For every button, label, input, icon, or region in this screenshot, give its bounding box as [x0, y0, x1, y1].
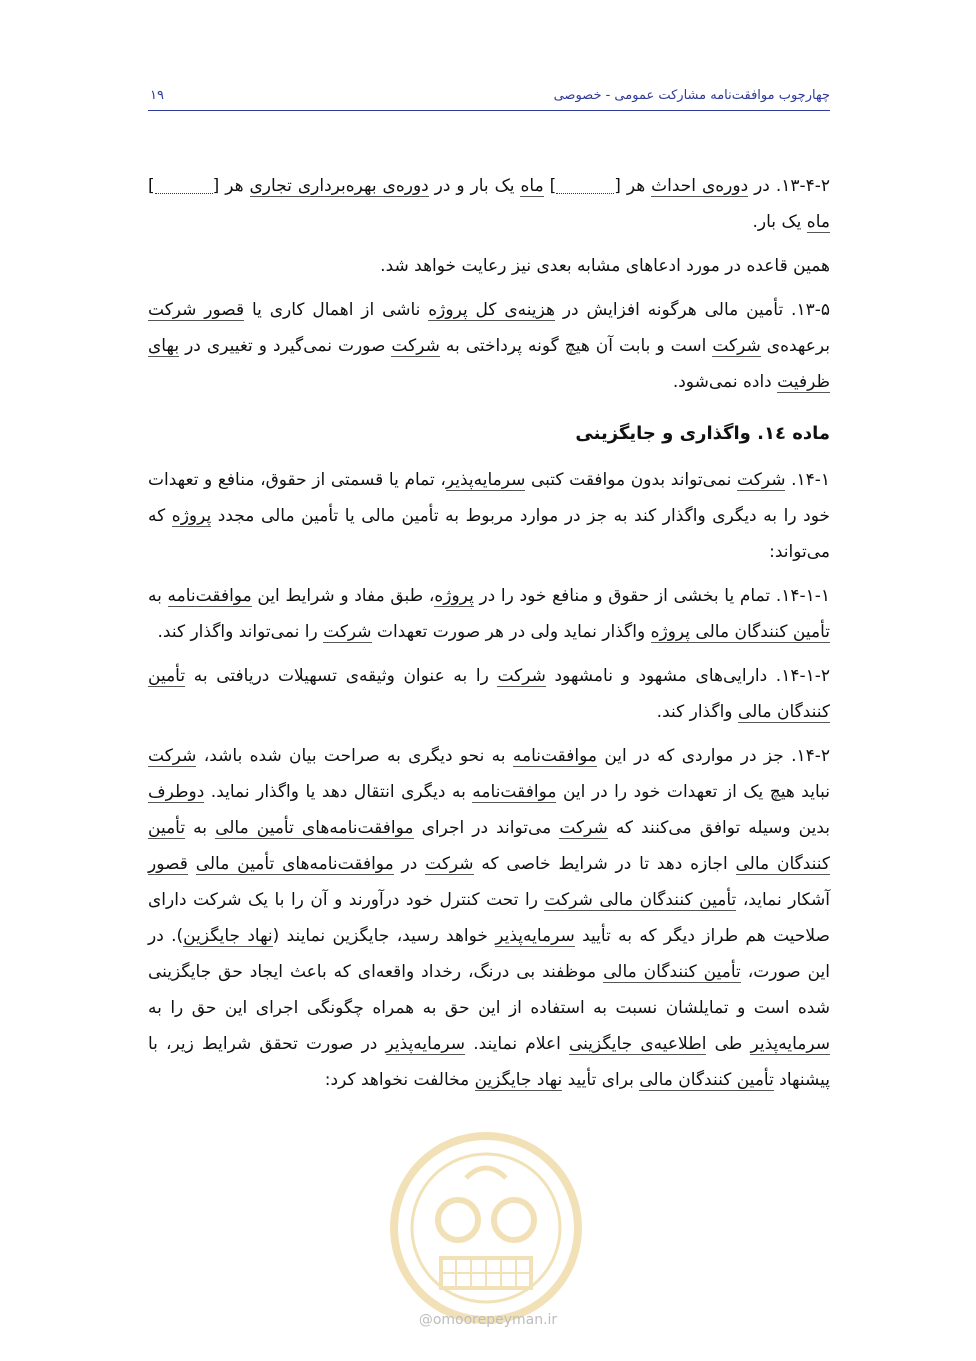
text: واگذار نماید ولی در هر صورت تعهدات — [371, 622, 651, 642]
defined-term: دوطرف — [148, 782, 205, 802]
text: هر [ — [614, 176, 652, 196]
defined-term: هزینه‌ی کل پروژه — [428, 300, 555, 320]
text: به نحو دیگری به صراحت بیان شده باشد، — [196, 746, 513, 766]
blank-field — [556, 175, 614, 194]
defined-term: شرکت — [737, 470, 786, 490]
page-number: ۱۹ — [150, 88, 164, 103]
defined-term: تأمین کنندگان مالی شرکت — [544, 890, 737, 910]
text: مخالفت نخواهد کرد: — [324, 1070, 475, 1090]
defined-term: شرکت — [323, 622, 372, 642]
defined-term: پروژه — [171, 506, 212, 526]
text: ] — [148, 176, 155, 196]
text: ، تمام یا قسمتی از حقوق، منافع و تعهدات خود را به دیگری واگذار کند به جز در موارد مربوط به تأمین مالی یا تأمین مالی مجدد — [148, 470, 830, 526]
text: جز در مواردی که در این — [597, 746, 792, 766]
defined-term: تأمین کنندگان مالی — [148, 818, 831, 874]
text: آشکار نماید، — [736, 890, 830, 910]
defined-term: شرکت — [391, 336, 440, 356]
text: صورت نمی‌گیرد و تغییری در — [179, 336, 392, 356]
text: ). در این صورت، — [148, 926, 830, 982]
text: برای تأیید — [562, 1070, 640, 1090]
text: را تحت کنترل خود درآورند و آن را با یک شرکت دارای صلاحیت هم طراز دیگر که به تأیید — [148, 890, 830, 946]
defined-term: موافقت‌نامه‌های تأمین مالی — [215, 818, 414, 838]
paragraph-same-rule: همین قاعده در مورد ادعاهای مشابه بعدی نیز رعایت خواهد شد. — [380, 256, 830, 276]
clause-number: ۱۴-۱-۲. — [775, 666, 830, 686]
text: ناشی از اهمال کاری یا — [244, 300, 429, 320]
text: موظفند بی درنگ، رخداد واقعه‌ای که باعث ایجاد حق جایگزینی شده است و تمایلشان نسبت به استفاده از این حق به همراه چگونگی اجرای این حق را به — [148, 962, 830, 1018]
text: خواهد رسید، جایگزین نمایند ( — [272, 926, 496, 946]
text: در — [393, 854, 426, 874]
defined-term: تأمین کنندگان مالی پروژه — [650, 622, 830, 642]
clause-number: ۱۴-۱-۱. — [775, 586, 831, 606]
defined-term: نهاد جایگزین — [183, 926, 273, 946]
blank-field — [155, 175, 213, 194]
text: نباید هیچ یک از تعهدات خود را در این — [556, 782, 830, 802]
defined-term: ماه — [520, 176, 544, 196]
defined-term: موافقت‌نامه — [167, 586, 252, 606]
text: اعلام نمایند. — [465, 1034, 569, 1054]
defined-term: موافقت‌نامه — [512, 746, 598, 766]
paragraph-14-2 — [148, 738, 830, 1098]
defined-term: اطلاعیه‌ی جایگزینی — [568, 1034, 707, 1054]
clause-number: ۱۴-۱. — [791, 470, 831, 490]
text: که می‌تواند: — [148, 506, 830, 562]
text: یک بار و در — [428, 176, 521, 196]
defined-term: قصور — [148, 854, 188, 874]
text: در — [748, 176, 776, 196]
text: به دیگری انتقال دهد یا واگذار نماید. — [204, 782, 473, 802]
text: به — [148, 586, 168, 606]
text: بدین وسیله توافق می‌کنند که — [607, 818, 831, 838]
header-title: چهارچوب موافقت‌نامه مشارکت عمومی - خصوصی — [553, 88, 830, 103]
seal-logo-icon — [386, 1128, 586, 1328]
text: طی — [706, 1034, 751, 1054]
defined-term: سرمایه‌پذیر — [445, 470, 526, 490]
text: به — [185, 818, 216, 838]
defined-term: موافقت‌نامه — [472, 782, 557, 802]
defined-term: شرکت — [497, 666, 546, 686]
defined-term: سرمایه‌پذیر — [495, 926, 575, 946]
text: یک بار. — [752, 212, 807, 232]
text — [188, 854, 196, 874]
clause-number: ۱۳-۵. — [791, 300, 830, 320]
text: هر [ — [212, 176, 250, 196]
watermark-text: @omoorepeyman.ir — [418, 1312, 558, 1328]
defined-term: سرمایه‌پذیر — [385, 1034, 466, 1054]
paragraph-14-1 — [148, 462, 830, 570]
defined-term: دوره‌ی احداث — [651, 176, 749, 196]
defined-term: شرکت — [712, 336, 761, 356]
section-heading: ماده ۱٤. واگذاری و جایگزینی — [575, 423, 830, 444]
defined-term: شرکت — [425, 854, 474, 874]
page-header — [148, 80, 830, 111]
defined-term: دوره‌ی بهره‌برداری تجاری — [249, 176, 429, 196]
text: ، طبق مفاد و شرایط این — [251, 586, 435, 606]
defined-term: پروژه — [434, 586, 474, 606]
text: ] — [543, 176, 557, 196]
text: داده نمی‌شود. — [672, 372, 778, 392]
defined-term: شرکت — [148, 746, 197, 766]
clause-number: ۱۴-۲. — [791, 746, 831, 766]
defined-term: تأمین کنندگان مالی — [148, 666, 830, 722]
defined-term: بهای ظرفیت — [148, 336, 830, 392]
defined-term: ماه — [806, 212, 830, 232]
text: اجازه دهد تا در شرایط خاصی که — [473, 854, 736, 874]
text: می‌تواند در اجرای — [413, 818, 560, 838]
defined-term: قصور شرکت — [148, 300, 245, 320]
text: نمی‌تواند بدون موافقت کتبی — [525, 470, 738, 490]
defined-term: سرمایه‌پذیر — [750, 1034, 830, 1054]
document-body — [148, 168, 830, 1106]
paragraph-13-5 — [148, 292, 830, 400]
text: در صورت تحقق شرایط زیر، با پیشنهاد — [148, 1034, 830, 1090]
text: واگذار کند. — [656, 702, 738, 722]
paragraph-13-4-2 — [148, 168, 830, 240]
paragraph-14-1-1 — [148, 578, 830, 650]
defined-term: تأمین کنندگان مالی — [639, 1070, 774, 1090]
text: تمام یا بخشی از حقوق و منافع خود را در — [473, 586, 776, 606]
text: برعهده‌ی — [760, 336, 831, 356]
defined-term: تأمین کنندگان مالی — [603, 962, 741, 982]
text: است و بابت آن هیچ گونه پرداختی به — [439, 336, 713, 356]
text: را به عنوان وثیقه‌ی تسهیلات دریافتی به — [185, 666, 498, 686]
paragraph-14-1-2 — [148, 658, 830, 730]
text: تأمین مالی هرگونه افزایش در — [555, 300, 792, 320]
text: را نمی‌تواند واگذار کند. — [157, 622, 324, 642]
clause-number: ۱۳-۴-۲. — [775, 176, 831, 196]
text: دارایی‌های مشهود و نامشهود — [545, 666, 776, 686]
defined-term: نهاد جایگزین — [474, 1070, 563, 1090]
defined-term: شرکت — [559, 818, 608, 838]
defined-term: موافقت‌نامه‌های تأمین مالی — [195, 854, 394, 874]
